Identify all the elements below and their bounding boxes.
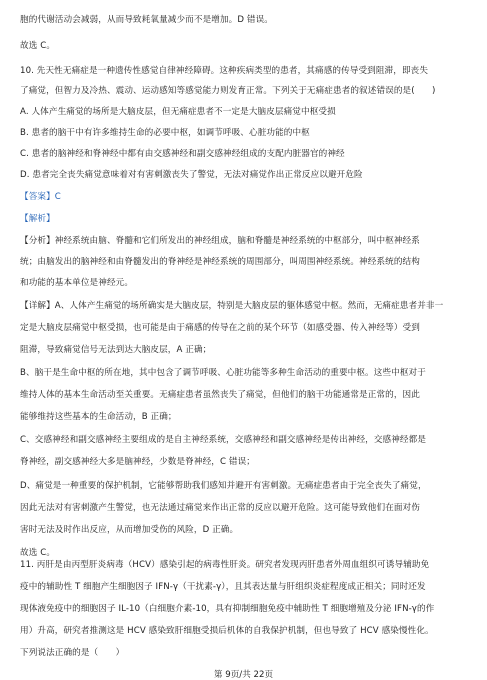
explanation-text: 【详解】A、人体产生痛觉的场所确实是大脑皮层，特别是大脑皮层的躯体感觉中枢。然而，无痛症患者并非一 xyxy=(20,301,444,311)
explanation-text: D、痛觉是一种重要的保护机制，它能够帮助我们感知并避开有害刺激。无痛症患者由于完全丧失了痛觉， xyxy=(20,481,427,491)
analysis-text: 统；由脑发出的脑神经和由脊髓发出的脊神经是神经系统的周围部分，叫周围神经系统。神经系统的结构 xyxy=(20,257,420,267)
question-stem: 11. 丙肝是由丙型肝炎病毒（HCV）感染引起的病毒性肝炎。研究者发现丙肝患者外周血组织可诱导辅助免 xyxy=(20,560,430,570)
question-stem: 10. 先天性无痛症是一种遗传性感觉自律神经障碍。这种疾病类型的患者，其痛感的传导受到阻滞，即丧失 xyxy=(20,66,429,76)
question-stem: 用）升高，研究者推测这是 HCV 感染致肝细胞受损后机体的自我保护机制，但也导致了 HCV 感染慢性化。 xyxy=(20,626,434,636)
text-line: 故选 C。 xyxy=(20,41,56,51)
explanation-text: 定是大脑皮层痛觉中枢受损，也可能是由于痛感的传导在之前的某个环节（如感受器、传入神经等）受到 xyxy=(20,323,420,333)
explanation-text: 害时无法及时作出反应，从而增加受伤的风险，D 正确。 xyxy=(20,525,239,535)
analysis-text: 【分析】神经系统由脑、脊髓和它们所发出的神经组成，脑和脊髓是神经系统的中枢部分，叫中枢神经系 xyxy=(20,236,420,246)
analysis-text: 和功能的基本单位是神经元。 xyxy=(20,278,134,288)
option-c: C. 患者的脑神经和脊神经中都有由交感神经和副交感神经组成的支配内脏器官的神经 xyxy=(20,149,345,159)
explanation-text: B、脑干是生命中枢的所在地，其中包含了调节呼吸、心脏功能等多种生命活动的重要中枢。这些中枢对于 xyxy=(20,368,426,378)
text-line: 胞的代谢活动会减弱，从而导致耗氧量减少而不是增加。D 错误。 xyxy=(20,15,273,25)
option-d: D. 患者完全丧失痛觉意味着对有害刺激丧失了警觉，无法对痛觉作出正常反应以避开危险 xyxy=(20,170,363,180)
option-b: B. 患者的脑干中有许多维持生命的必要中枢，如调节呼吸、心脏功能的中枢 xyxy=(20,128,310,138)
option-a: A. 人体产生痛觉的场所是大脑皮层，但无痛症患者不一定是大脑皮层痛觉中枢受损 xyxy=(20,107,336,117)
question-stem: 现体液免疫中的细胞因子 IL-10（白细胞介素-10，具有抑制细胞免疫中辅助性 T 细胞增殖及分泌 IFN-γ的作 xyxy=(20,604,435,614)
explanation-text: C、交感神经和副交感神经主要组成的是自主神经系统，交感神经和副交感神经是传出神经，交感神经都是 xyxy=(20,435,427,445)
explanation-text: 因此无法对有害刺激产生警觉，也无法通过痛觉来作出正常的反应以避开危险。这可能导致他们在面对伤 xyxy=(20,503,420,513)
explanation-text: 能够维持这些基本的生命活动，B 正确； xyxy=(20,412,177,422)
text-line: 故选 C。 xyxy=(20,548,56,558)
analysis-heading: 【解析】 xyxy=(20,214,55,224)
question-stem: 了痛觉，但智力及冷热、震动、运动感知等感觉能力则发育正常。下列关于无痛症患者的叙述错误的是( ) xyxy=(20,86,436,96)
page-number: 第 9页/共 22页 xyxy=(213,670,274,680)
answer-label: 【答案】C xyxy=(20,192,61,202)
explanation-text: 脊神经，副交感神经大多是脑神经，少数是脊神经，C 错误； xyxy=(20,457,255,467)
explanation-text: 维持人体的基本生命活动至关重要。无痛症患者虽然丧失了痛觉，但他们的脑干功能通常是正常的，因此 xyxy=(20,390,420,400)
explanation-text: 阻滞，导致痛觉信号无法到达大脑皮层，A 正确； xyxy=(20,345,212,355)
question-stem: 疫中的辅助性 T 细胞产生细胞因子 IFN-γ（干扰素-γ），且其表达量与肝组织炎症程度成正相关；同时还发 xyxy=(20,582,426,592)
question-stem: 下列说法正确的是（ ） xyxy=(20,648,125,658)
